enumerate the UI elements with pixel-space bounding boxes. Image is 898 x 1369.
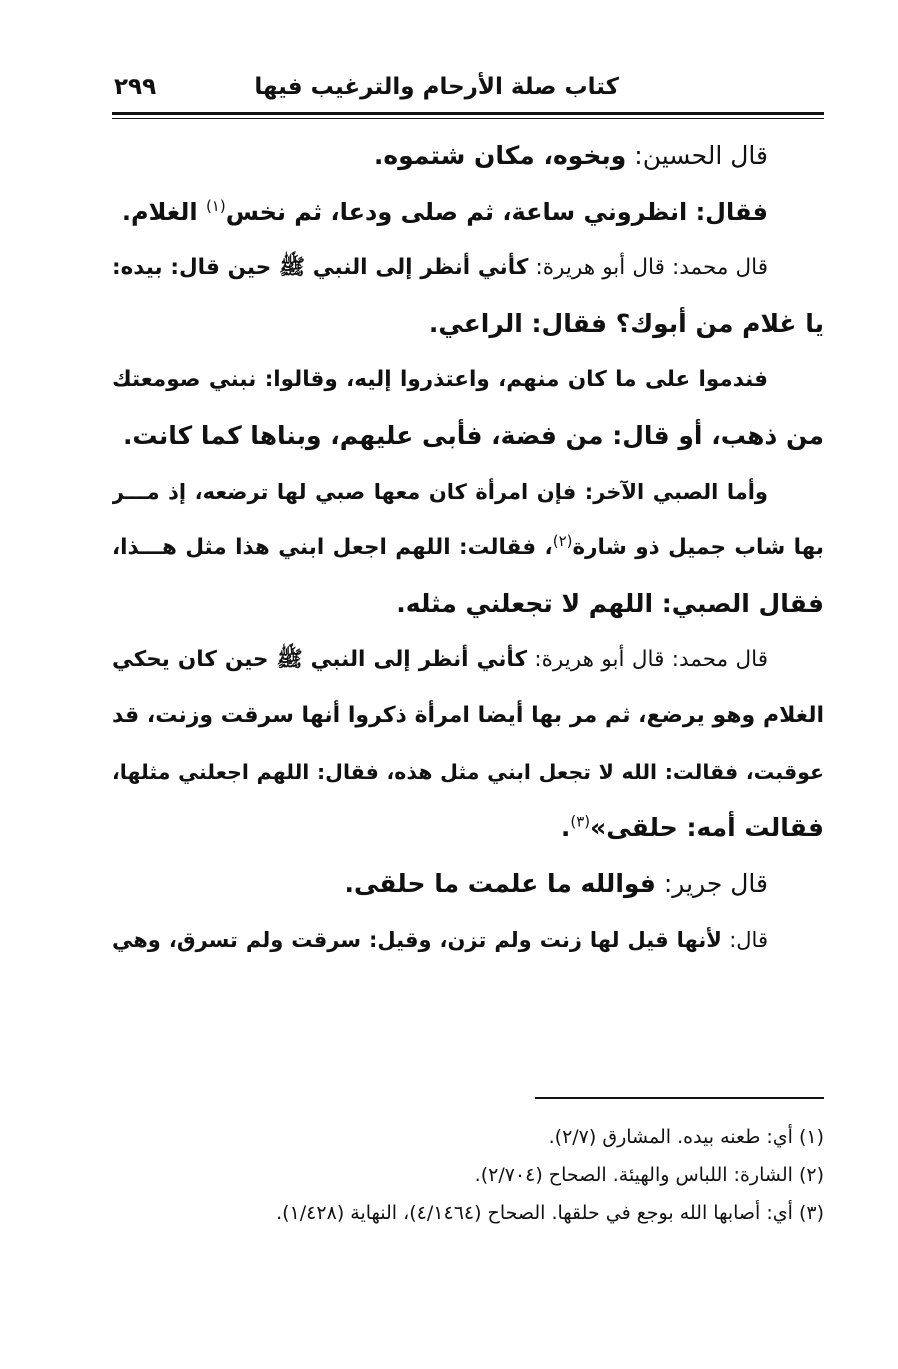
speech-text: يا غلام من أبوك؟ فقال: الراعي. [428,309,824,338]
speech-text: ، فقالت: اللهم اجعل ابني هذا مثل هـــذا، [112,535,553,560]
speech-text: وأما الصبي الآخر: فإن امرأة كان معها صبي لها ترضعه، إذ مـــر [112,480,768,504]
running-header [112,70,824,108]
speech-text: عوقبت، فقالت: الله لا تجعل ابني مثل هذه، فقال: اللهم اجعلني مثلها، [112,760,824,784]
speech-text: وبخوه، مكان شتموه. [373,141,627,170]
speech-text: . [560,813,571,842]
body-line [112,744,824,800]
body-line [112,856,824,912]
speech-text: فقال: انظروني ساعة، ثم صلى ودعا، ثم نخس [225,198,768,226]
speech-text: بها شاب جميل ذو شارة [572,535,824,560]
body-line [112,296,824,352]
body-line [112,688,824,744]
running-title: كتاب صلة الأرحام والترغيب فيها [254,74,619,100]
body-line [112,912,824,968]
narrator-text: قال محمد: قال أبو هريرة: [528,255,768,280]
speech-text: الغلام. [121,198,206,226]
footnote-rule [535,1097,824,1099]
body-line [112,464,824,520]
footnote-marker: (٣) [570,812,591,831]
footnote: (١) أي: طعنه بيده. المشارق (٢/٧). [548,1126,824,1148]
speech-text: لأنها قيل لها زنت ولم تزن، وقيل: سرقت ولم تسرق، وهي [112,928,722,952]
body-line [112,800,824,856]
header-rule-thin [112,118,824,119]
speech-text: فقالت أمه: حلقى» [590,813,824,842]
body-line [112,520,824,576]
body-line [112,240,824,296]
footnote: (٣) أي: أصابها الله بوجع في حلقها. الصحاح (٤/١٤٦٤)، النهاية (١/٤٢٨). [276,1202,824,1224]
body-line [112,408,824,464]
speech-text: فوالله ما علمت ما حلقى. [344,869,656,898]
narrator-text: قال: [721,928,768,952]
header-rule [112,112,824,115]
narrator-text: قال جرير: [655,869,768,898]
body-line [112,576,824,632]
body-line [112,184,824,240]
footnote-marker: (٢) [552,531,573,550]
speech-text: فندموا على ما كان منهم، واعتذروا إليه، وقالوا: نبني صومعتك [112,367,768,392]
narrator-text: قال الحسين: [626,141,768,170]
speech-text: من ذهب، أو قال: من فضة، فأبى عليهم، وبناها كما كانت. [122,421,824,450]
footnote: (٢) الشارة: اللباس والهيئة. الصحاح (٢/٧٠٤). [474,1164,824,1186]
body-text [112,128,824,968]
speech-text: فقال الصبي: اللهم لا تجعلني مثله. [396,589,824,618]
footnotes [112,1118,824,1232]
speech-text: كأني أنظر إلى النبي ﷺ حين كان يحكي [112,647,527,672]
body-line [112,632,824,688]
speech-text: الغلام وهو يرضع، ثم مر بها أيضا امرأة ذكروا أنها سرقت وزنت، قد [112,703,824,728]
narrator-text: قال محمد: قال أبو هريرة: [527,647,769,672]
body-line [112,128,824,184]
speech-text: كأني أنظر إلى النبي ﷺ حين قال: بيده: [112,255,529,280]
body-line [112,352,824,408]
footnote-marker: (١) [205,197,226,215]
page-number: ٢٩٩ [114,74,157,100]
